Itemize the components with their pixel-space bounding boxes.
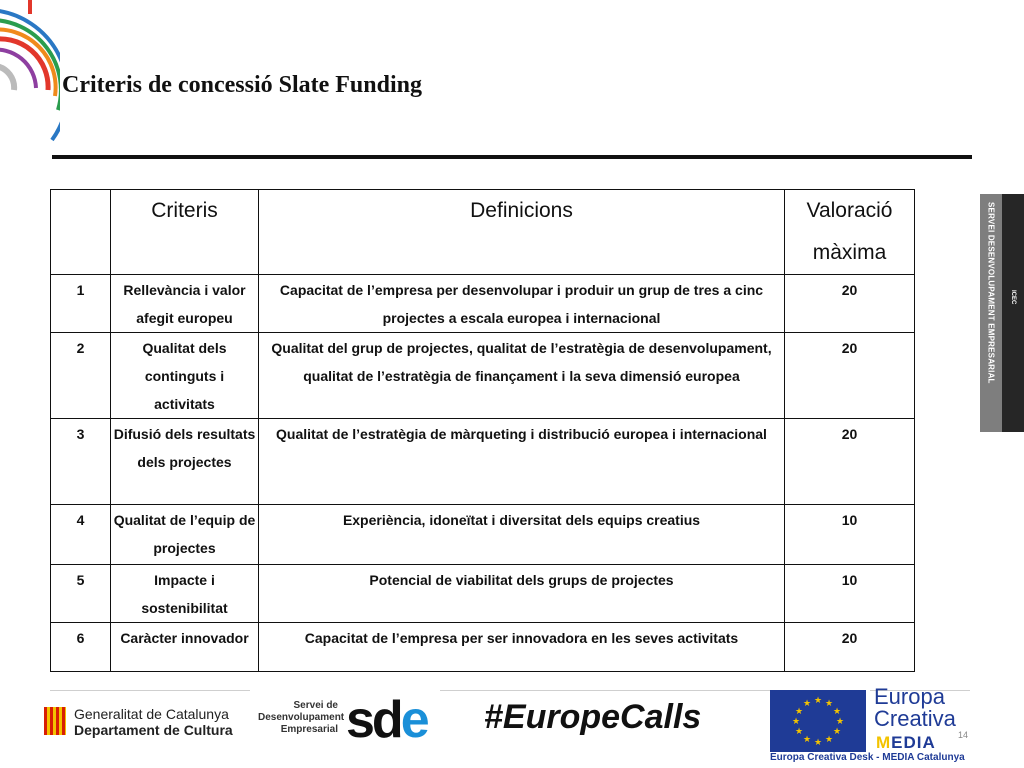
row-criteri: Rellevància i valor afegit europeu [111,275,259,333]
row-number: 4 [51,505,111,565]
europa-creativa-logo: Europa Creativa [874,684,956,731]
svg-text:★: ★ [835,716,845,726]
svg-text:★: ★ [824,734,834,744]
svg-text:★: ★ [802,734,812,744]
header-number [51,190,111,275]
media-logo: MEDIA [876,733,936,752]
row-valor: 20 [785,333,915,419]
row-criteri: Impacte i sostenibilitat [111,565,259,623]
svg-text:★: ★ [813,695,823,705]
row-number: 5 [51,565,111,623]
row-definicio: Capacitat de l’empresa per desenvolupar i produir un grup de tres a cinc projectes a escala europea i internacional [259,275,785,333]
page-title: Criteris de concessió Slate Funding [62,72,422,98]
row-valor: 20 [785,275,915,333]
servei-logo-text: Servei de Desenvolupament Empresarial [258,700,345,735]
row-valor: 10 [785,565,915,623]
media-desk-label: Europa Creativa Desk - MEDIA Catalunya [770,752,965,763]
table-row [51,419,915,505]
row-valor: 20 [785,419,915,505]
svg-text:★: ★ [813,737,823,747]
row-criteri: Qualitat de l’equip de projectes [111,505,259,565]
footer-divider [440,690,770,691]
hashtag: #EuropeCalls [484,698,702,736]
footer-divider [50,690,250,691]
header-definicions: Definicions [259,190,785,275]
sde-logo: sde [346,691,427,749]
row-criteri: Qualitat dels continguts i activitats [111,333,259,419]
table-row [51,505,915,565]
row-criteri: Caràcter innovador [111,623,259,672]
side-tab [980,194,1024,432]
svg-text:★: ★ [791,716,801,726]
row-criteri: Difusió dels resultats dels projectes [111,419,259,505]
row-number: 2 [51,333,111,419]
row-number: 1 [51,275,111,333]
svg-text:★: ★ [832,706,842,716]
gencat-logo: Generalitat de Catalunya Departament de Cultura [44,706,244,740]
row-valor: 10 [785,505,915,565]
table-row [51,623,915,672]
header-criteris: Criteris [111,190,259,275]
title-divider [52,155,972,159]
row-definicio: Capacitat de l’empresa per ser innovadora en les seves activitats [259,623,785,672]
row-number: 3 [51,419,111,505]
svg-text:★: ★ [832,726,842,736]
row-definicio: Potencial de viabilitat dels grups de projectes [259,565,785,623]
page-number: 14 [958,730,969,740]
svg-text:★: ★ [794,726,804,736]
row-number: 6 [51,623,111,672]
row-definicio: Experiència, idoneïtat i diversitat dels equips creatius [259,505,785,565]
table-row [51,565,915,623]
row-definicio: Qualitat del grup de projectes, qualitat de l’estratègia de desenvolupament, qualitat de l’estratègia de finançament i la seva dimensió europea [259,333,785,419]
row-definicio: Qualitat de l’estratègia de màrqueting i distribució europea i internacional [259,419,785,505]
eu-flag-icon [770,690,866,752]
table-row [51,333,915,419]
svg-text:★: ★ [802,698,812,708]
side-tab-secondary: ICEC [1010,290,1016,305]
row-valor: 20 [785,623,915,672]
logo-arcs-icon [0,0,60,160]
table-header-row [51,190,915,275]
svg-text:★: ★ [824,698,834,708]
criteria-table [50,189,915,672]
gencat-icon [44,707,66,735]
table-row [51,275,915,333]
svg-text:★: ★ [794,706,804,716]
header-valoracio: Valoració màxima [785,190,915,275]
side-tab-label: SERVEI DESENVOLUPAMENT EMPRESARIAL [986,202,996,384]
